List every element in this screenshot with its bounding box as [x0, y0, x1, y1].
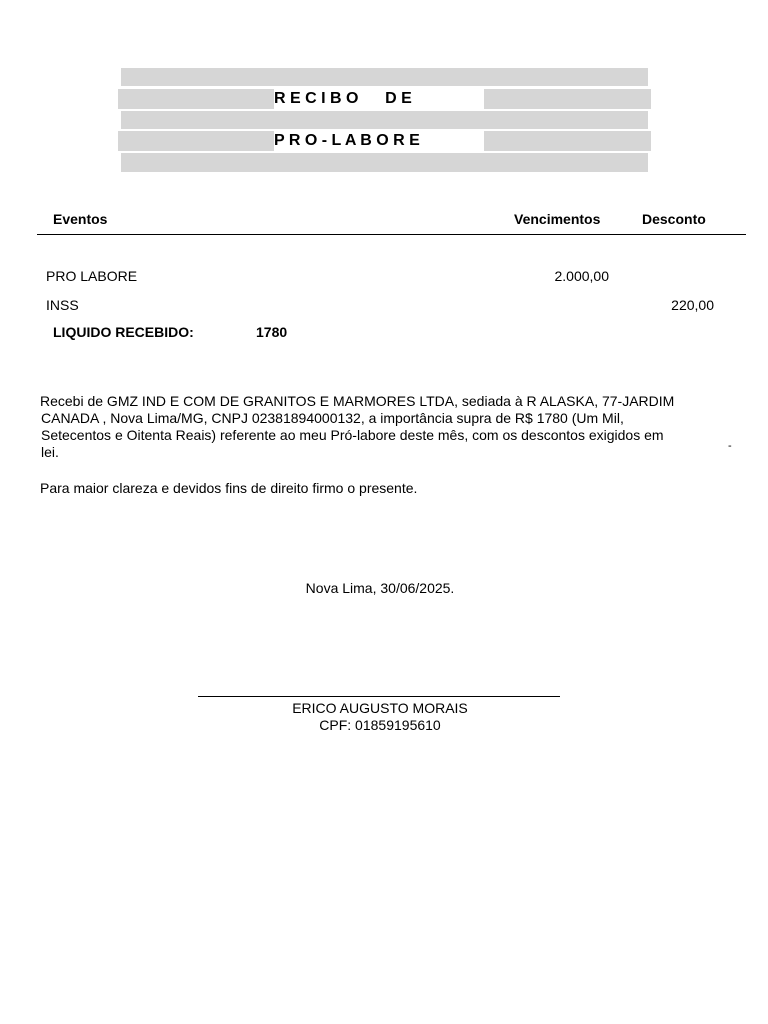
row-1-evento: PRO LABORE [46, 268, 138, 284]
liquido-value: 1780 [256, 324, 288, 340]
liquido-label: LIQUIDO RECEBIDO: [53, 324, 194, 340]
body-dash: - [728, 440, 732, 452]
header-eventos: Eventos [53, 211, 108, 227]
row-1-vencimento: 2.000,00 [554, 268, 609, 284]
title-hatch-row-3 [121, 111, 648, 129]
clareza-paragraph: Para maior clareza e devidos fins de direito firmo o presente. [40, 480, 418, 496]
header-divider [37, 234, 746, 235]
signature-line [198, 696, 560, 697]
row-2-evento: INSS [46, 297, 79, 313]
signature-cpf: CPF: 01859195610 [319, 717, 441, 733]
title-line-2: P R O - L A B O R E [274, 131, 484, 151]
signature-name: ERICO AUGUSTO MORAIS [292, 700, 468, 716]
body-line-2: CANADA , Nova Lima/MG, CNPJ 02381894000132, a importância supra de R$ 1780 (Um Mil, [41, 410, 624, 426]
body-line-4: lei. [41, 444, 59, 460]
header-vencimentos: Vencimentos [514, 211, 601, 227]
date-line: Nova Lima, 30/06/2025. [305, 580, 455, 596]
title-hatch-row-5 [121, 153, 648, 172]
body-line-1: Recebi de GMZ IND E COM DE GRANITOS E MARMORES LTDA, sediada à R ALASKA, 77-JARDIM [40, 393, 675, 409]
row-2-desconto: 220,00 [671, 297, 714, 313]
title-hatch-row-1 [121, 68, 648, 86]
header-desconto: Desconto [642, 211, 706, 227]
title-line-1: R E C I B O D E [274, 89, 484, 109]
body-line-3: Setecentos e Oitenta Reais) referente ao meu Pró-labore deste mês, com os descontos exigidos em [41, 427, 664, 443]
